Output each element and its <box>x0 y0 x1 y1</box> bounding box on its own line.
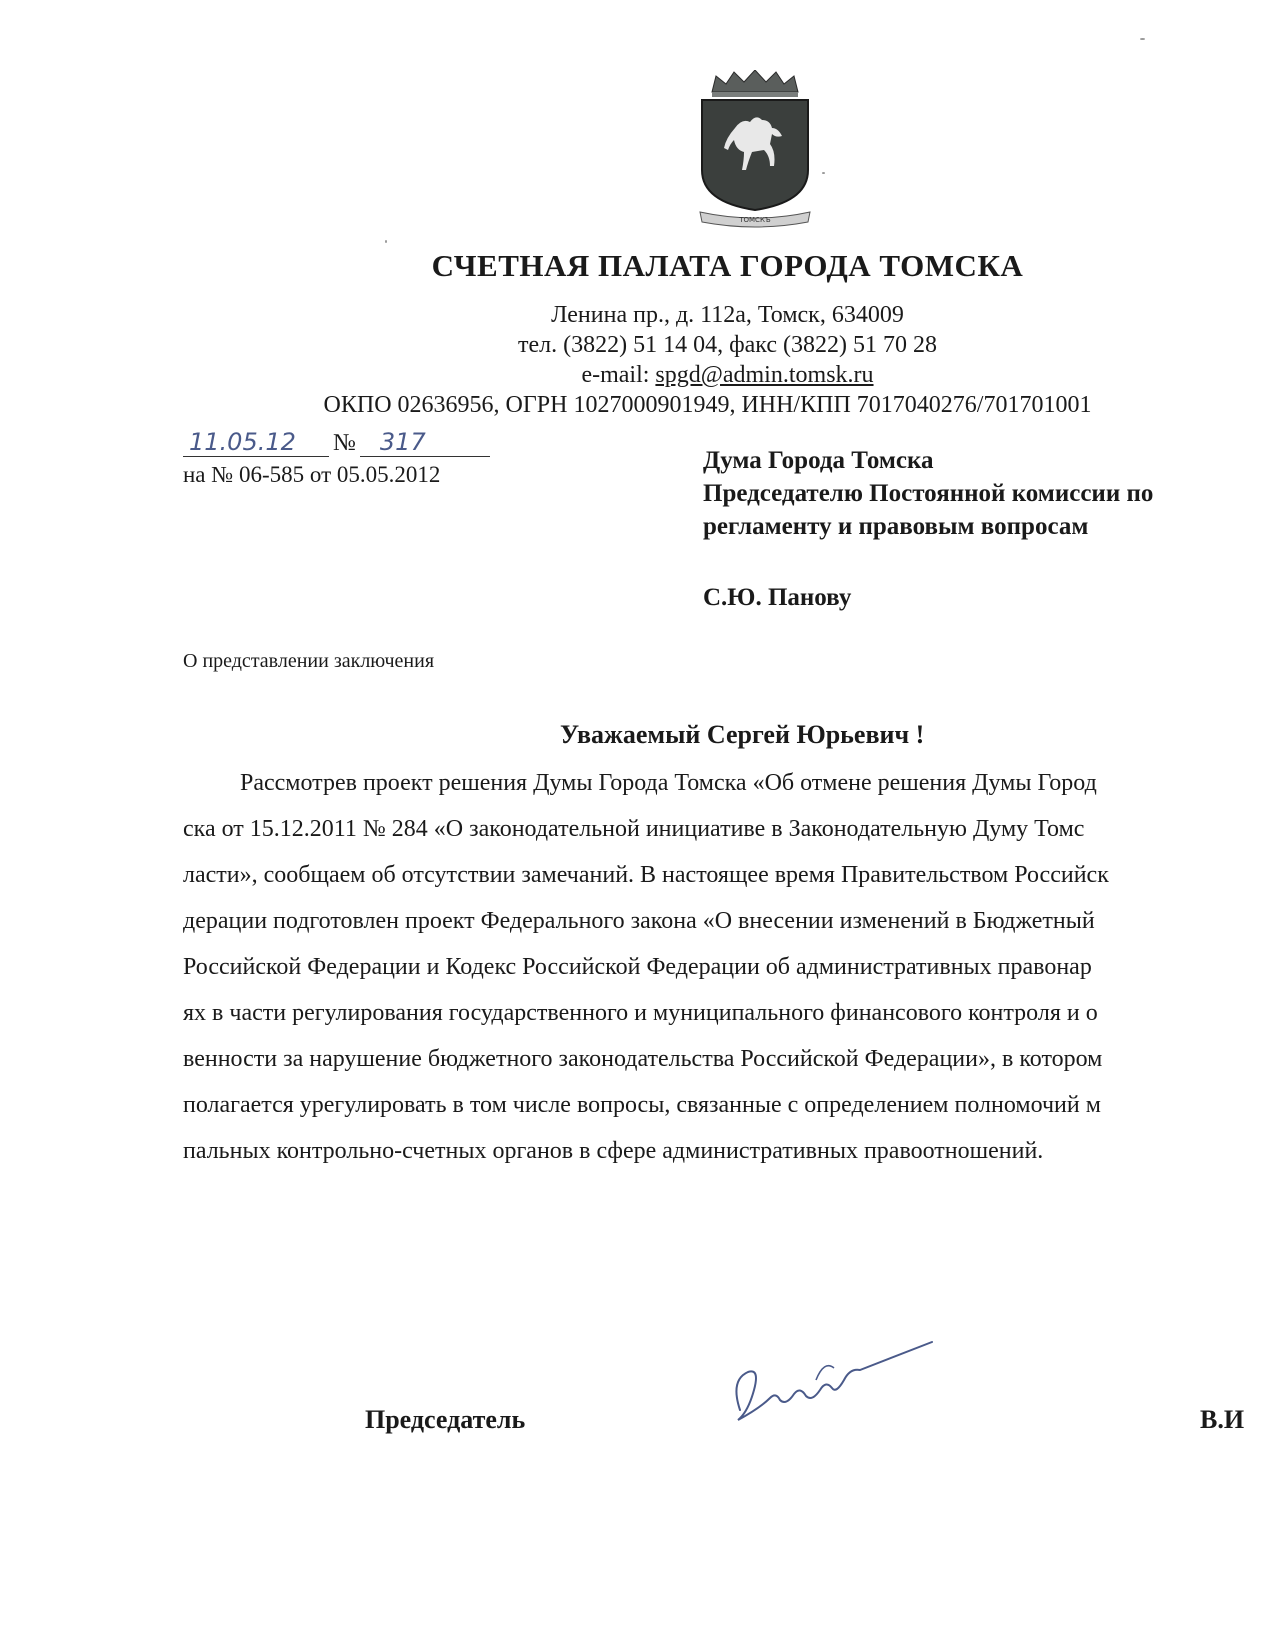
emblem-motto-text: ТОМСКЪ <box>739 216 771 224</box>
outgoing-reg-line <box>183 428 490 457</box>
salutation: Уважаемый Сергей Юрьевич ! <box>560 720 925 749</box>
signatory-title: Председатель <box>365 1405 526 1434</box>
letter-subject: О представлении заключения <box>183 650 435 672</box>
body-line: венности за нарушение бюджетного законодательства Российской Федерации», в котором <box>183 1046 1103 1072</box>
org-name-heading: СЧЕТНАЯ ПАЛАТА ГОРОДА ТОМСКА <box>431 248 1024 283</box>
org-phones: тел. (3822) 51 14 04, факс (3822) 51 70 28 <box>517 332 937 358</box>
body-line: Рассмотрев проект решения Думы Города Томска «Об отмене решения Думы Город <box>240 770 1097 796</box>
incoming-reference: на № 06-585 от 05.05.2012 <box>183 462 441 487</box>
addressee-block <box>703 444 1263 543</box>
tomsk-coat-of-arms-emblem <box>690 70 820 230</box>
addressee-name: С.Ю. Панову <box>703 584 852 611</box>
number-label: № <box>333 430 356 456</box>
scan-speck <box>1140 38 1145 40</box>
body-line: Российской Федерации и Кодекс Российской Федерации об административных правонар <box>183 954 1092 980</box>
body-line: пальных контрольно-счетных органов в сфере административных правоотношений. <box>183 1138 1044 1164</box>
registry-codes: ОКПО 02636956, ОГРН 1027000901949, ИНН/КПП 7017040276/701701001 <box>323 392 1092 418</box>
handwritten-signature <box>720 1320 940 1440</box>
addressee-org: Дума Города Томска <box>703 447 934 474</box>
handwritten-date: 11.05.12 <box>183 428 329 457</box>
org-address: Ленина пр., д. 112а, Томск, 634009 <box>551 302 904 328</box>
body-line: ласти», сообщаем об отсутствии замечаний. В настоящее время Правительством Российск <box>183 862 1109 888</box>
signatory-name: В.И <box>1200 1405 1245 1434</box>
handwritten-number: 317 <box>360 428 490 457</box>
body-line: ях в части регулирования государственного и муниципального финансового контроля и о <box>183 1000 1098 1026</box>
body-line: полагается урегулировать в том числе вопросы, связанные с определением полномочий м <box>183 1092 1101 1118</box>
org-email-line <box>0 362 1275 389</box>
email-link[interactable]: spgd@admin.tomsk.ru <box>655 362 874 388</box>
addressee-position: Председателю Постоянной комиссии по регламенту и правовым вопросам <box>703 480 1154 540</box>
scan-speck <box>822 172 825 174</box>
body-line: дерации подготовлен проект Федерального закона «О внесении изменений в Бюджетный <box>183 908 1095 934</box>
body-line: ска от 15.12.2011 № 284 «О законодательной инициативе в Законодательную Думу Томс <box>183 816 1085 842</box>
email-label: e-mail: <box>581 362 650 388</box>
scan-speck <box>385 240 387 243</box>
